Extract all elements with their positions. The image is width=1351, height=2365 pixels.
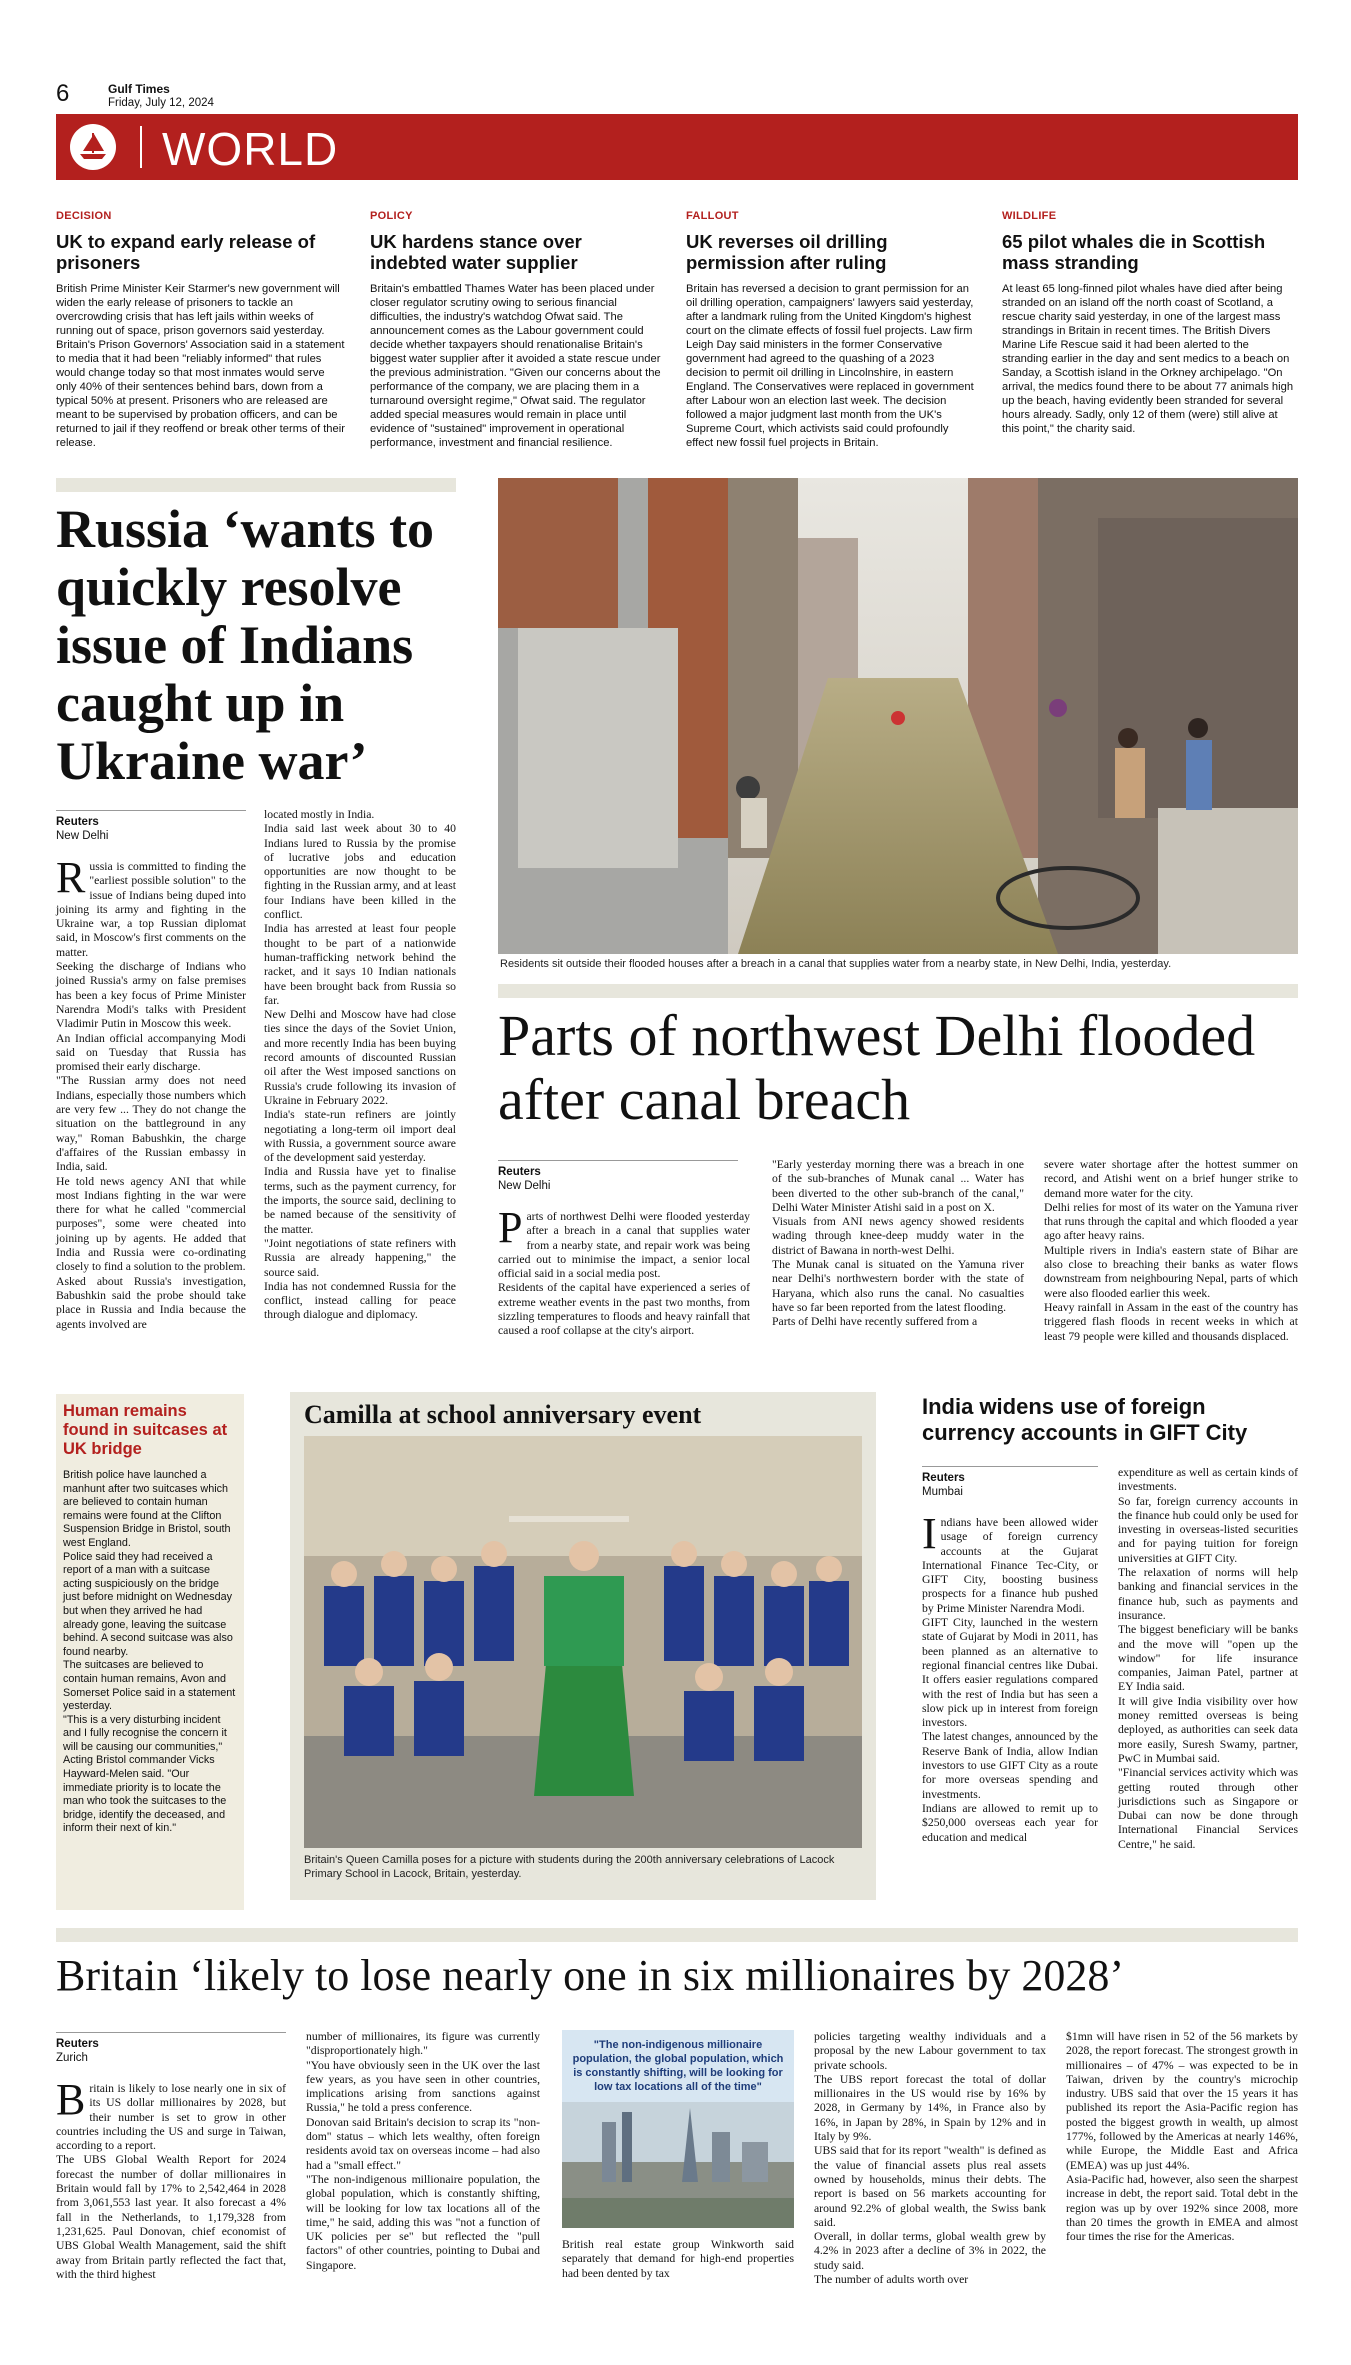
- byline-agency: Reuters: [56, 2038, 99, 2050]
- camilla-box: [290, 1392, 876, 1900]
- millionaires-body-col3: British real estate group Winkworth said separately that demand for high-end properties had been dented by tax: [562, 2238, 794, 2280]
- brief-oil: [686, 210, 978, 450]
- banner-divider: [140, 126, 142, 168]
- logo-ship-icon: [70, 124, 116, 170]
- brief-kicker: POLICY: [370, 210, 413, 222]
- gift-body-col1: Indians have been allowed wider usage of foreign currency accounts at the Gujarat International Finance Tec-City, or GIFT City, boosting business prospects for a finance hub pushed by Prime Minister Narendra Modi. GIFT City, launched in the western state of Gujarat by Modi in 2011, has been planned as an alternative to regional financial centres like Dubai. It offers easier regulations compared with the rest of India but has seen a slow pick up in interest from foreign investors. The latest changes, announced by the Reserve Bank of India, allow Indian investors to use GIFT City as a route for more overseas spending and investments. Indians are allowed to remit up to $250,000 overseas each year for education and medical: [922, 1509, 1098, 1844]
- camilla-headline: Camilla at school anniversary event: [304, 1400, 702, 1429]
- issue-date: Friday, July 12, 2024: [108, 97, 214, 109]
- byline-dateline: New Delhi: [498, 1180, 551, 1192]
- camilla-photo-caption: Britain's Queen Camilla poses for a picture with students during the 200th anniversary celebrations of Lacock Primary School in Lacock, Britain, yesterday.: [304, 1854, 835, 1880]
- delhi-body-col2: "Early yesterday morning there was a breach in one of the sub-branches of Munak canal ... Water has been diverted to the other sub-branch of the canal," Delhi Water Minister Atishi said in a post on X. Visuals from ANI news agency showed residents wading through knee-deep muddy water in the district of Bawana in north-west Delhi. The Munak canal is situated on the Yamuna river near Delhi's northwestern border with the state of Haryana, which also runs the canal. No casualties have so far been reported from the latest flooding. Parts of Delhi have recently suffered from a: [772, 1158, 1024, 1329]
- paper-name: Gulf Times: [108, 82, 170, 96]
- russia-headline: Russia ‘wants to quickly resolve issue of Indians caught up in Ukraine war’: [56, 499, 435, 791]
- millionaires-byline: [56, 2032, 286, 2065]
- delhi-headline: Parts of northwest Delhi flooded after canal breach: [498, 1003, 1256, 1132]
- suitcases-headline: Human remains found in suitcases at UK bridge: [63, 1402, 228, 1458]
- millionaires-body-col5: $1mn will have risen in 52 of the 56 markets by 2028, the report forecast. The strongest growth in millionaires – of 47% – was expected to be in Taiwan, driven by the country's microchip industry. UBS said that over the 15 years it has published its report the Asia-Pacific region has posted the biggest growth in wealth, up almost 177%, followed by the Americas at nearly 146%, while Europe, the Middle East and Africa (EMEA) was up just 44%. Asia-Pacific had, however, also seen the sharpest increase in debt, the report said. Total debt in the region was up by over 192% since 2008, more than 20 times the growth in EMEA and almost four times the rise for the Americas.: [1066, 2030, 1298, 2244]
- brief-whales: [1002, 210, 1298, 436]
- byline-dateline: Zurich: [56, 2052, 88, 2064]
- byline-agency: Reuters: [498, 1166, 541, 1178]
- section-rule: [56, 1928, 1298, 1942]
- gift-byline: [922, 1466, 1098, 1499]
- brief-headline: 65 pilot whales die in Scottish mass stranding: [1002, 231, 1266, 273]
- millionaires-body-col1: Britain is likely to lose nearly one in six of its US dollar millionaires by 2028, but their number is set to grow in other countries including the US and surge in Taiwan, according to a report. The UBS Global Wealth Report for 2024 forecast the number of dollar millionaires in Britain would fall by 17% to 2,542,464 in 2028 from 3,061,553 last year. It also forecast a 4% fall in the Netherlands, to 1,179,328 from 1,231,625. Paul Donovan, chief economist of UBS Global Wealth Management, said the shift away from Britain partly reflected the fact that, with the third highest: [56, 2075, 286, 2281]
- delhi-byline: [498, 1160, 738, 1193]
- london-skyline-photo: [562, 2102, 794, 2228]
- russia-byline: [56, 810, 246, 843]
- delhi-body-col3: severe water shortage after the hottest summer on record, and Atishi went on a brief hunger strike to demand more water for the city. Delhi relies for most of its water on the Yamuna river that runs through the capital and which flooded a year ago after heavy rains. Multiple rivers in India's eastern state of Bihar are also close to breaching their banks as water flows downstream from neighbouring Nepal, parts of which were also flooded earlier this week. Heavy rainfall in Assam in the east of the country has triggered flash floods in recent weeks in which at least 79 people were killed and thousands displaced.: [1044, 1158, 1298, 1343]
- camilla-photo: [304, 1436, 862, 1848]
- brief-body: Britain has reversed a decision to grant permission for an oil drilling operation, campaigners' lawyers said yesterday, after a landmark ruling from the United Kingdom's highest court on the climate effects of fossil fuel projects. Law firm Leigh Day said ministers in the former Conservative government had agreed to the quashing of a 2023 decision to permit oil drilling in Lincolnshire, in eastern England. The Conservatives were replaced in government after Labour won an election last week. The decision followed a major judgment last month from the UK's Supreme Court, which activists said could profoundly effect new fossil fuel projects in Britain.: [686, 283, 974, 449]
- section-banner: [56, 114, 1298, 180]
- suitcases-body: British police have launched a manhunt after two suitcases which are believed to contain human remains were found at the Clifton Suspension Bridge in Bristol, south west England. Police said they had received a report of a man with a suitcase acting suspiciously on the bridge just before midnight on Wednesday but when they arrived he had already gone, leaving the suitcase behind. A second suitcase was also found nearby. The suitcases are believed to contain human remains, Avon and Somerset Police said in a statement yesterday. "This is a very disturbing incident and I fully recognise the concern it will be causing our communities," Acting Bristol commander Vicks Hayward-Melen said. "Our immediate priority is to locate the man who took the suitcases to the bridge, identify the deceased, and inform their next of kin.": [63, 1469, 236, 1835]
- russia-body-col2: located mostly in India. India said last week about 30 to 40 Indians lured to Russia by the promise of lucrative jobs and education opportunities are now thought to be fighting in the Russian army, and at least four Indians have been killed in the conflict. India has arrested at least four people thought to be part of a nationwide human-trafficking network behind the racket, and it says 10 Indian nationals have been brought back from Russia so far. New Delhi and Moscow have had close ties since the days of the Soviet Union, and more recently India has been buying record amounts of discounted Russian oil after the West imposed sanctions on Russia's crude following its invasion of Ukraine in February 2022. India's state-run refiners are jointly negotiating a long-term oil import deal with Russia, a government source aware of the development said yesterday. India and Russia have yet to finalise terms, such as the payment currency, for the imports, the source said, declining to be named because of the sensitivity of the matter. "Joint negotiations of state refiners with Russia are already happening," the source said. India has not condemned Russia for the conflict, instead calling for peace through dialogue and diplomacy.: [264, 808, 456, 1322]
- brief-headline: UK to expand early release of prisoners: [56, 231, 316, 273]
- brief-body: British Prime Minister Keir Starmer's new government will widen the early release of prisoners to tackle an overcrowding crisis that has left jails within weeks of running out of space, prison governors said yesterday. Britain's Prison Governors' Association said in a statement to media that it had been "reliably informed" that rules would change today so that most inmates would serve only 40% of their sentences behind bars, down from a typical 50% at present. Prisoners who are released are meant to be supervised by probation officers, and can be returned to jail if they reoffend or break other terms of their release.: [56, 283, 345, 449]
- brief-headline: UK hardens stance over indebted water supplier: [370, 231, 582, 273]
- page-number: 6: [56, 80, 70, 107]
- brief-kicker: DECISION: [56, 210, 112, 222]
- suitcases-box: [56, 1394, 244, 1910]
- brief-headline: UK reverses oil drilling permission after ruling: [686, 231, 888, 273]
- russia-body-col1: Russia is committed to finding the "earliest possible solution" to the issue of Indians being duped into joining its army and fighting in the Ukraine war, a top Russian diplomat said, in Moscow's first comments on the matter. Seeking the discharge of Indians who joined Russia's army on false premises has been a key focus of Prime Minister Narendra Modi's talks with President Vladimir Putin in Moscow this week. An Indian official accompanying Modi said on Tuesday that Russia has promised their early discharge. "The Russian army does not need Indians, especially those numbers which are very few ... They do not change the situation on the battleground in any way," Roman Babushkin, the charge d'affaires of the Russian embassy in India, said. He told news agency ANI that while most Indians fighting in the war were there for what he called "commercial purposes", some were cheated into joining up by agents. He added that India and Russia were co-ordinating closely to find a solution to the problem. Asked about Russia's investigation, Babushkin said the probe should take place in Russia and India because the agents involved are: [56, 853, 246, 1331]
- delhi-body-col1: Parts of northwest Delhi were flooded yesterday after a breach in a canal that supplies water from a nearby state, and repair work was being carried out to minimise the impact, a senior local official said in a social media post. Residents of the capital have experienced a series of extreme weather events in the past two months, from sizzling temperatures to floods and heavy rainfall that caused a roof collapse at the city's airport.: [498, 1203, 750, 1338]
- gift-headline: India widens use of foreign currency accounts in GIFT City: [922, 1394, 1248, 1445]
- section-title: WORLD: [162, 123, 339, 175]
- byline-agency: Reuters: [56, 816, 99, 828]
- quote-box: [562, 2030, 794, 2228]
- pull-quote: "The non-indigenous millionaire population, the global population, which is constantly shifting, will be looking for low tax locations all of the time": [572, 2039, 784, 2093]
- millionaires-body-col4: policies targeting wealthy individuals and a proposal by the new Labour government to tax private schools. The UBS report forecast the total of dollar millionaires in the US would rise by 16% by 2028, in Germany by 14%, in France also by 16%, in Japan by 28%, in Spain by 12% and in Italy by 9%. UBS said that for its report "wealth" is defined as the value of financial assets plus real assets owned by households, minus their debts. The report is based on 56 markets accounting for around 92.2% of global wealth, the Swiss bank said. Overall, in dollar terms, global wealth grew by 4.2% in 2023 after a decline of 3% in 2022, the study said. The number of adults worth over: [814, 2030, 1046, 2287]
- brief-kicker: WILDLIFE: [1002, 210, 1057, 222]
- byline-dateline: New Delhi: [56, 830, 109, 842]
- brief-kicker: FALLOUT: [686, 210, 739, 222]
- millionaires-headline: Britain ‘likely to lose nearly one in six millionaires by 2028’: [56, 1951, 1125, 2000]
- delhi-photo-caption: Residents sit outside their flooded houses after a breach in a canal that supplies water from a nearby state, in New Delhi, India, yesterday.: [500, 958, 1172, 970]
- section-rule: [498, 984, 1298, 998]
- brief-prisoners: [56, 210, 348, 450]
- section-rule: [56, 478, 456, 492]
- delhi-flood-photo: [498, 478, 1298, 954]
- byline-dateline: Mumbai: [922, 1486, 963, 1498]
- millionaires-body-col2: number of millionaires, its figure was currently "disproportionately high." "You have obviously seen in the UK over the last few years, as you have seen in other countries, implications arising from sanctions against Russia," he told a press conference. Donovan said Britain's decision to scrap its "non-dom" status – which lets wealthy, often foreign residents avoid tax on overseas income – had also had a "small effect." "The non-indigenous millionaire population, the global population, which is constantly shifting, will be looking for low tax locations all of the time," he said, adding this was "not a function of UK policies per se" but reflected the "pull factors" of other countries, pointing to Dubai and Singapore.: [306, 2030, 540, 2272]
- brief-body: Britain's embattled Thames Water has been placed under closer regulator scrutiny owing to serious financial difficulties, the industry's watchdog Ofwat said. The announcement comes as the Labour government could decide whether taxpayers should renationalise Britain's biggest water supplier after it avoided a state rescue under the previous administration. "Given our concerns about the performance of the company, we are placing them in a turnaround oversight regime," Ofwat said. The regulator added special measures would remain in place until evidence of "sustained" improvement in operational performance, investment and financial resilience.: [370, 283, 661, 449]
- brief-body: At least 65 long-finned pilot whales have died after being stranded on an island off the north coast of Scotland, a rescue charity said yesterday, in one of the largest mass strandings in Britain in recent times. The British Divers Marine Life Rescue said it had been alerted to the stranding earlier in the day and sent medics to a beach on Sanday, a Scottish island in the Orkney archipelago. "On arrival, the medics found there to be about 77 animals high up the beach, having evidently been stranded for several hours already. Sadly, only 12 of them (were) still alive at this point," the charity said.: [1002, 283, 1294, 435]
- brief-water: [370, 210, 662, 450]
- gift-body-col2: expenditure as well as certain kinds of investments. So far, foreign currency accounts in the finance hub could only be used for investing in overseas-listed securities and for paying tuition for foreign universities at GIFT City. The relaxation of norms will help banking and financial services in the finance hub, such as payments and insurance. The biggest beneficiary will be banks and the move will "open up the window" for life insurance companies, Jaiman Patel, partner at EY India said. It will give India visibility over how money remitted overseas is being deployed, as authorities can seek data more easily, Suresh Swamy, partner, PwC in Mumbai said. "Financial services activity which was getting routed through other jurisdictions such as Singapore or Dubai can now be done through International Financial Services Centre," he said.: [1118, 1466, 1298, 1851]
- byline-agency: Reuters: [922, 1472, 965, 1484]
